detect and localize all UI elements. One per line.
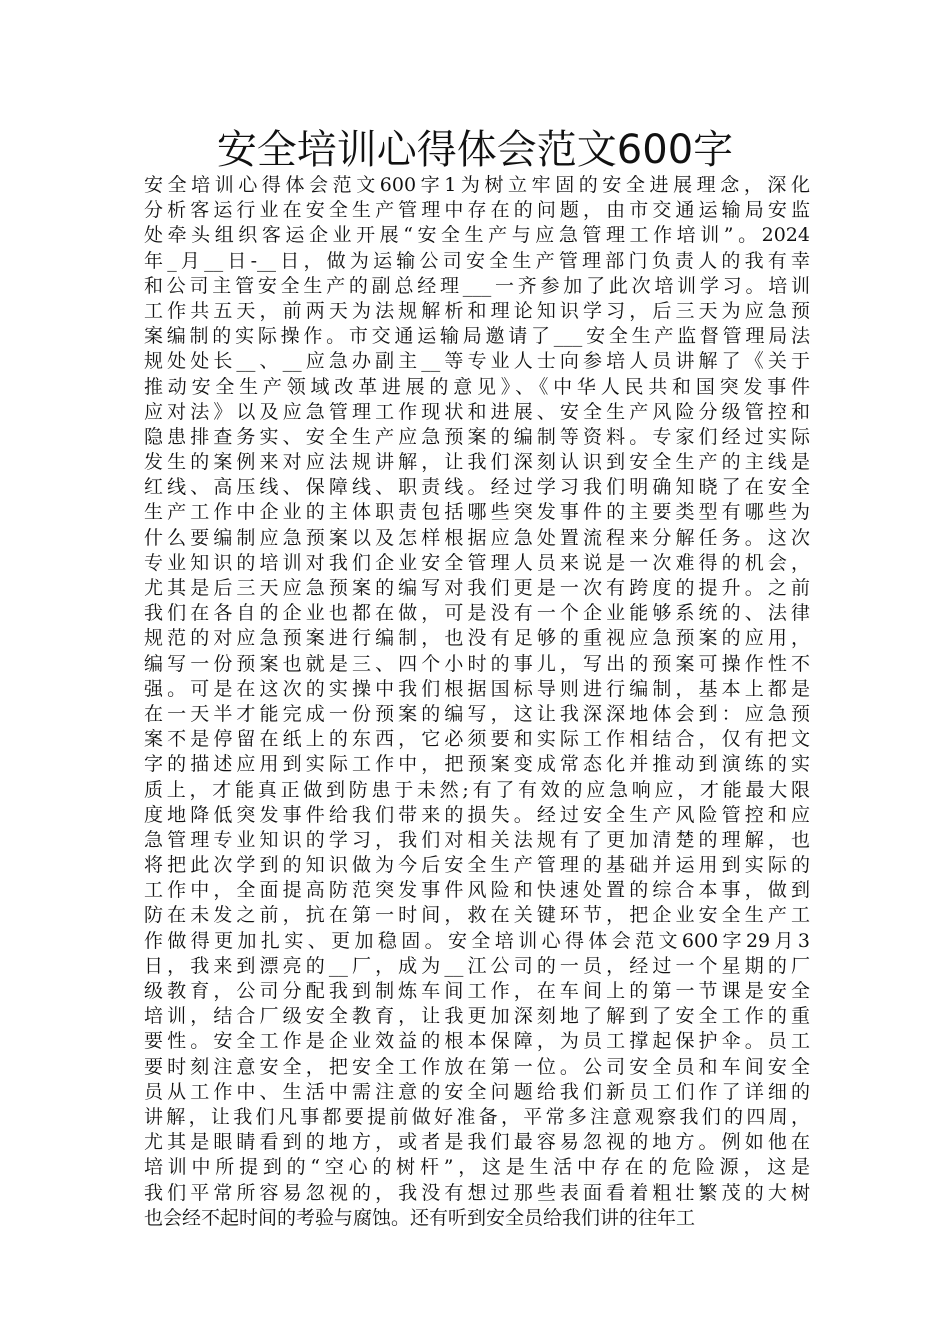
body-line: 急管理专业知识的学习，我们对相关法规有了更加清楚的理解，也 [144, 828, 810, 851]
body-line: 和公司主管安全生产的副总经理___一齐参加了此次培训学习。培训 [144, 274, 810, 297]
body-line: 什么要编制应急预案以及怎样根据应急处置流程来分解任务。这次 [144, 526, 810, 549]
body-line: 编写一份预案也就是三、四个小时的事儿，写出的预案可操作性不 [144, 652, 810, 675]
body-line: 推动安全生产领域改革进展的意见》、《中华人民共和国突发事件 [144, 375, 810, 398]
document-body [144, 173, 810, 1231]
body-line: 案编制的实际操作。市交通运输局邀请了___安全生产监督管理局法 [144, 325, 810, 348]
body-line: 隐患排查务实、安全生产应急预案的编制等资料。专家们经过实际 [144, 425, 810, 448]
body-line: 作做得更加扎实、更加稳固。安全培训心得体会范文600字29月3 [144, 929, 810, 952]
body-line: 讲解，让我们凡事都要提前做好准备，平常多注意观察我们的四周， [144, 1105, 810, 1128]
body-line: 分析客运行业在安全生产管理中存在的问题，由市交通运输局安监 [144, 199, 810, 222]
body-line: 级教育，公司分配我到制炼车间工作，在车间上的第一节课是安全 [144, 980, 810, 1002]
body-line: 规范的对应急预案进行编制，也没有足够的重视应急预案的应用， [144, 627, 810, 650]
body-line: 发生的案例来对应法规讲解，让我们深刻认识到安全生产的主线是 [144, 451, 810, 474]
body-line: 规处处长__、__应急办副主__等专业人士向参培人员讲解了《关于 [144, 350, 810, 373]
body-line: 员从工作中、生活中需注意的安全问题给我们新员工们作了详细的 [144, 1080, 810, 1103]
body-line: 将把此次学到的知识做为今后安全生产管理的基础并运用到实际的 [144, 854, 810, 877]
body-line: 字的描述应用到实际工作中，把预案变成常态化并推动到演练的实 [144, 753, 810, 776]
body-line: 也会经不起时间的考验与腐蚀。还有听到安全员给我们讲的往年工 [144, 1206, 696, 1229]
body-line: 生产工作中企业的主体职责包括哪些突发事件的主要类型有哪些为 [144, 501, 810, 524]
body-line: 质上，才能真正做到防患于未然;有了有效的应急响应，才能最大限 [144, 778, 810, 801]
body-line: 要性。安全工作是企业效益的根本保障，为员工撑起保护伞。员工 [144, 1030, 810, 1053]
body-line: 尤其是后三天应急预案的编写对我们更是一次有跨度的提升。之前 [144, 577, 810, 599]
body-line: 红线、高压线、保障线、职责线。经过学习我们明确知晓了在安全 [144, 476, 810, 499]
document-title: 安全培训心得体会范文600字 [216, 127, 734, 173]
body-line: 日，我来到漂亮的__厂，成为__江公司的一员，经过一个星期的厂 [144, 954, 810, 977]
body-line: 要时刻注意安全，把安全工作放在第一位。公司安全员和车间安全 [144, 1055, 810, 1078]
body-line: 在一天半才能完成一份预案的编写，这让我深深地体会到：应急预 [144, 702, 810, 725]
body-line: 处牵头组织客运企业开展“安全生产与应急管理工作培训”。2024 [144, 224, 810, 247]
body-line: 防在未发之前，抗在第一时间，救在关键环节，把企业安全生产工 [144, 904, 810, 927]
body-line: 我们平常所容易忽视的，我没有想过那些表面看着粗壮繁茂的大树 [144, 1181, 810, 1204]
body-line: 安全培训心得体会范文600字1为树立牢固的安全进展理念，深化 [144, 174, 810, 196]
body-line: 尤其是眼睛看到的地方，或者是我们最容易忽视的地方。例如他在 [144, 1131, 810, 1154]
body-line: 培训，结合厂级安全教育，让我更加深刻地了解到了安全工作的重 [144, 1005, 810, 1028]
body-line: 我们在各自的企业也都在做，可是没有一个企业能够系统的、法律 [144, 602, 810, 625]
body-line: 工作共五天，前两天为法规解析和理论知识学习，后三天为应急预 [144, 299, 810, 322]
body-line: 强。可是在这次的实操中我们根据国标导则进行编制，基本上都是 [144, 677, 810, 700]
body-line: 培训中所提到的“空心的树杆”，这是生活中存在的危险源，这是 [144, 1156, 810, 1179]
body-line: 度地降低突发事件给我们带来的损失。经过安全生产风险管控和应 [144, 803, 810, 826]
body-line: 工作中，全面提高防范突发事件风险和快速处置的综合本事，做到 [144, 879, 810, 902]
body-line: 年_月__日-__日，做为运输公司安全生产管理部门负责人的我有幸 [144, 249, 810, 272]
body-line: 专业知识的培训对我们企业安全管理人员来说是一次难得的机会， [144, 551, 810, 574]
body-line: 案不是停留在纸上的东西，它必须要和实际工作相结合，仅有把文 [144, 728, 810, 751]
body-line: 应对法》以及应急管理工作现状和进展、安全生产风险分级管控和 [144, 400, 810, 423]
